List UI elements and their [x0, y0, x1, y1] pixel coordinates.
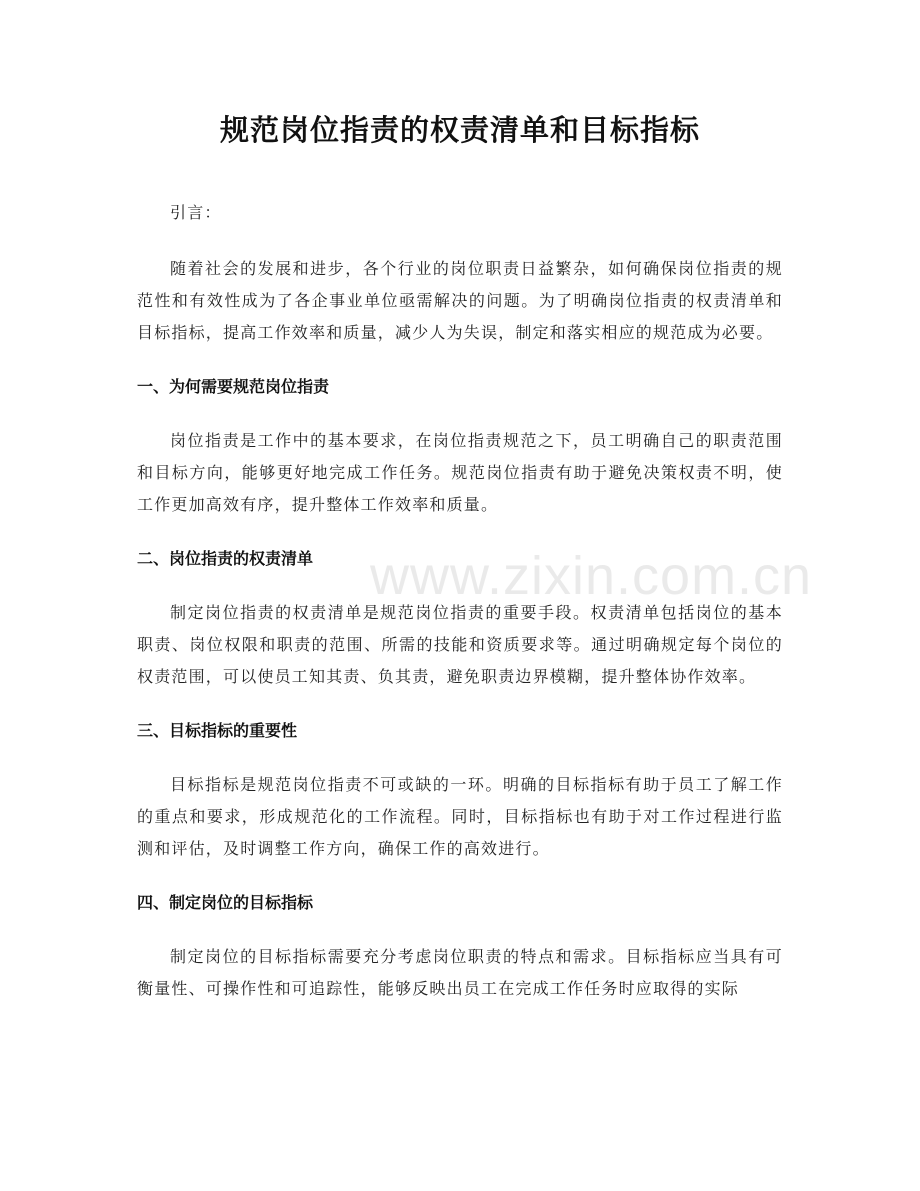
section-2-paragraph: 制定岗位指责的权责清单是规范岗位指责的重要手段。权责清单包括岗位的基本职责、岗位权限和职责的范围、所需的技能和资质要求等。通过明确规定每个岗位的权责范围，可以使员工知其责、负其责，避免职责边界模糊，提升整体协作效率。: [137, 603, 783, 686]
section-1-paragraph: 岗位指责是工作中的基本要求，在岗位指责规范之下，员工明确自己的职责范围和目标方向，能够更好地完成工作任务。规范岗位指责有助于避免决策权责不明，使工作更加高效有序，提升整体工作效率和质量。: [137, 431, 783, 514]
section-4-heading: 四、制定岗位的目标指标: [137, 893, 314, 912]
document-title: 规范岗位指责的权责清单和目标指标: [219, 113, 700, 147]
intro-paragraph: 随着社会的发展和进步，各个行业的岗位职责日益繁杂，如何确保岗位指责的规范性和有效性成为了各企事业单位亟需解决的问题。为了明确岗位指责的权责清单和目标指标，提高工作效率和质量，减少人为失误，制定和落实相应的规范成为必要。: [137, 259, 783, 342]
section-3-heading: 三、目标指标的重要性: [137, 721, 298, 740]
section-4-paragraph: 制定岗位的目标指标需要充分考虑岗位职责的特点和需求。目标指标应当具有可衡量性、可操作性和可追踪性，能够反映出员工在完成工作任务时应取得的实际: [137, 947, 783, 998]
intro-label: 引言：: [170, 203, 222, 222]
section-2-heading: 二、岗位指责的权责清单: [137, 549, 314, 568]
watermark: www.zixin.com.cn: [370, 546, 813, 606]
section-3-paragraph: 目标指标是规范岗位指责不可或缺的一环。明确的目标指标有助于员工了解工作的重点和要求，形成规范化的工作流程。同时，目标指标也有助于对工作过程进行监测和评估，及时调整工作方向，确保工作的高效进行。: [137, 775, 783, 858]
section-1-heading: 一、为何需要规范岗位指责: [137, 377, 330, 396]
